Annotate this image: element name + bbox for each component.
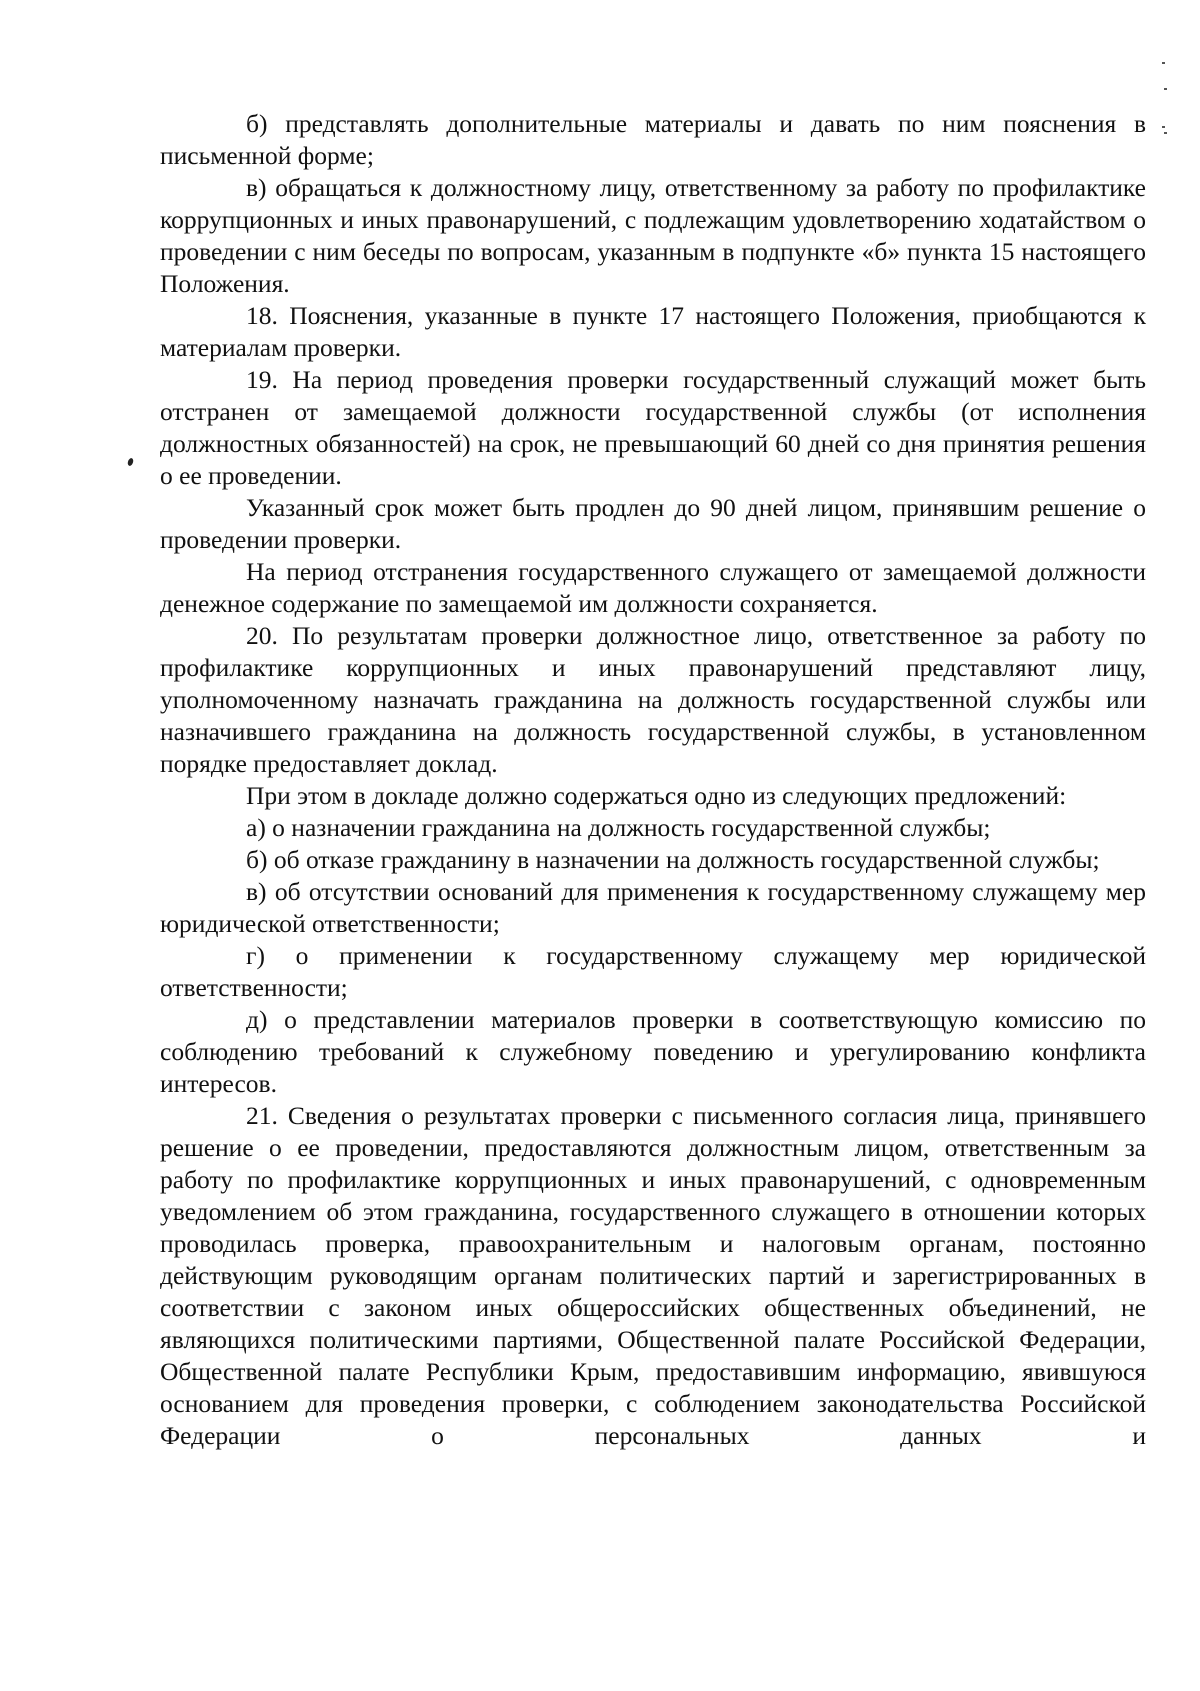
paragraph-18: 18. Пояснения, указанные в пункте 17 настоящего Положения, приобщаются к материалам проверки. xyxy=(160,301,1146,362)
scan-edge-mark xyxy=(1164,132,1167,134)
document-body xyxy=(160,108,1146,1452)
paragraph-20-item-v: в) об отсутствии оснований для применения к государственному служащему мер юридической ответственности; xyxy=(160,877,1146,938)
paragraph-19: 19. На период проведения проверки государственный служащий может быть отстранен от замещаемой должности государственной службы (от исполнения должностных обязанностей) на срок, не превышающий 60 дней со дня принятия решения о ее проведении. xyxy=(160,365,1146,490)
paragraph-17-b: б) представлять дополнительные материалы и давать по ним пояснения в письменной форме; xyxy=(160,109,1146,170)
paragraph-19-term-extension: Указанный срок может быть продлен до 90 дней лицом, принявшим решение о проведении проверки. xyxy=(160,493,1146,554)
paragraph-20: 20. По результатам проверки должностное лицо, ответственное за работу по профилактике коррупционных и иных правонарушений представляют лицу, уполномоченному назначать гражданина на должность государственной службы или назначившего гражданина на должность государственной службы, в установленном порядке предоставляет доклад. xyxy=(160,621,1146,778)
paragraph-21: 21. Сведения о результатах проверки с письменного согласия лица, принявшего решение о ее проведении, предоставляются должностным лицом, ответственным за работу по профилактике коррупционных и иных правонарушений, с одновременным уведомлением об этом гражданина, государственного служащего в отношении которых проводилась проверка, правоохранительным и налоговым органам, постоянно действующим руководящим органам политических партий и зарегистрированных в соответствии с законом иных общероссийских общественных объединений, не являющихся политическими партиями, Общественной палате Российской Федерации, Общественной палате Республики Крым, предоставившим информацию, явившуюся основанием для проведения проверки, с соблюдением законодательства Российской Федерации о персональных данных и xyxy=(160,1101,1146,1450)
paragraph-20-item-g: г) о применении к государственному служащему мер юридической ответственности; xyxy=(160,941,1146,1002)
paragraph-17-v: в) обращаться к должностному лицу, ответственному за работу по профилактике коррупционных и иных правонарушений, с подлежащим удовлетворению ходатайством о проведении с ним беседы по вопросам, указанным в подпункте «б» пункта 15 настоящего Положения. xyxy=(160,173,1146,298)
scan-edge-mark xyxy=(1162,62,1165,64)
paragraph-20-item-d: д) о представлении материалов проверки в соответствующую комиссию по соблюдению требований к служебному поведению и урегулированию конфликта интересов. xyxy=(160,1005,1146,1098)
scan-speck-mark xyxy=(127,457,134,466)
paragraph-20-proposals-intro: При этом в докладе должно содержаться одно из следующих предложений: xyxy=(246,781,1067,810)
scan-edge-mark xyxy=(1162,126,1165,128)
paragraph-20-item-b: б) об отказе гражданину в назначении на должность государственной службы; xyxy=(246,845,1100,874)
paragraph-19-salary: На период отстранения государственного служащего от замещаемой должности денежное содержание по замещаемой им должности сохраняется. xyxy=(160,557,1146,618)
scan-edge-mark xyxy=(1164,88,1167,90)
paragraph-20-item-a: а) о назначении гражданина на должность государственной службы; xyxy=(246,813,991,842)
